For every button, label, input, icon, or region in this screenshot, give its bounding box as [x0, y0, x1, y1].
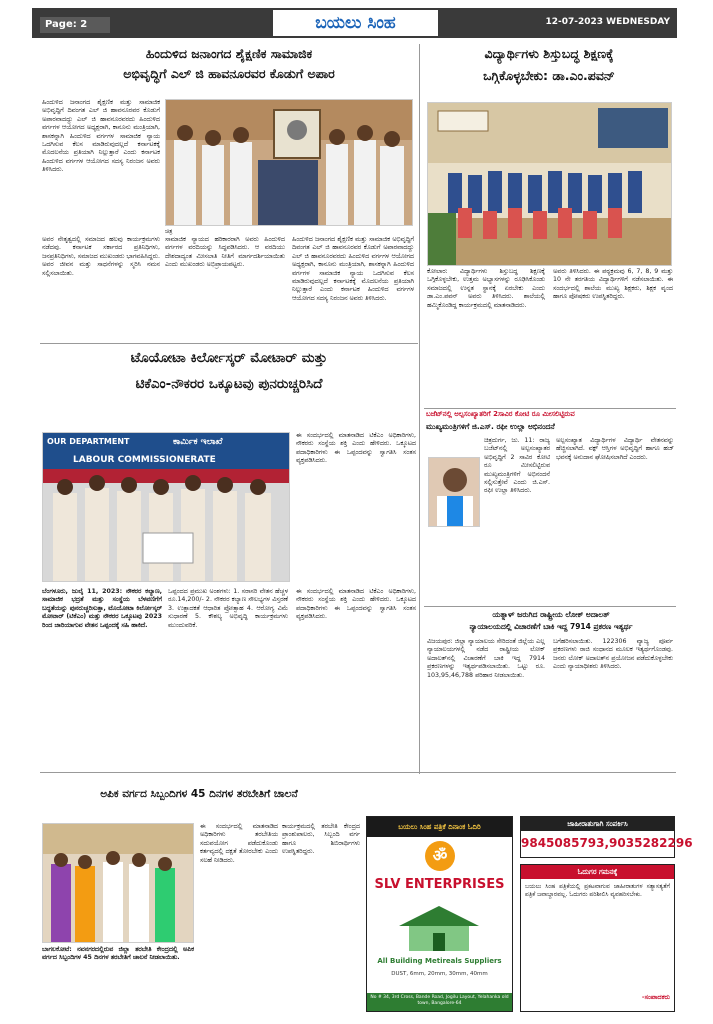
story3-text-col2: ಒಪ್ಪಂದದ ಪ್ರಮುಖ ಅಂಶಗಳು: 1. ಸರಾಸರಿ ವೇತನ ಹೆಚ್ಚಳ ರೂ.14,200/- 2. ನೌಕರರ ಕಲ್ಯಾಣ ಸೌಲಭ್ಯಗಳ ವಿಸ್ತರಣೆ 3. ಉತ್ಪಾದಕತೆ ಆಧಾರಿತ ಪ್ರೋತ್ಸಾಹ 4. ಆರೋಗ್ಯ ವಿಮೆ ಸುಧಾರಣೆ 5. ಕೌಶಲ್ಯ ಅಭಿವೃದ್ಧಿ ಕಾರ್ಯಕ್ರಮಗಳು ಮುಂದುವರಿಕೆ. [168, 588, 288, 629]
story6-headline: ಅಪಿಕ ವರ್ಗದ ಸಿಬ್ಬಂದಿಗಳ 45 ದಿನಗಳ ತರಬೇತಿಗೆ ಚಾಲನೆ [100, 788, 298, 800]
ad-tagline: All Building Metireals Suppliers [377, 957, 502, 965]
story3-photo-banner-main: LABOUR COMMISSIONERATE [73, 455, 216, 465]
story3-text-col3: ಈ ಸಂದರ್ಭದಲ್ಲಿ ಮಾತನಾಡಿದ ಟಿಕೆಎಂ ಅಧಿಕಾರಿಗಳು, ನೌಕರರು ಸಂಸ್ಥೆಯ ಶಕ್ತಿ ಎಂದು ಹೇಳಿದರು. ಒಕ್ಕೂಟದ ಪದಾಧಿಕಾರಿಗಳು ಈ ಒಪ್ಪಂದವನ್ನು ಸ್ವಾಗತಿಸಿ ಸಂತಸ ವ್ಯಕ್ತಪಡಿಸಿದರು. [296, 588, 416, 621]
story3-headline-line1: ಟೊಯೋಟಾ ಕಿರ್ಲೋಸ್ಕರ್ ಮೋಟಾರ್ ಮತ್ತು [130, 350, 328, 366]
notice-text: ಬಯಲು ಸಿಂಹ ಪತ್ರಿಕೆಯಲ್ಲಿ ಪ್ರಕಟವಾಗುವ ಜಾಹೀರಾತುಗಳ ಸತ್ಯಾಸತ್ಯತೆಗೆ ಪತ್ರಿಕೆ ಜವಾಬ್ದಾರವಲ್ಲ. ಓದುಗರು ಪರಿಶೀಲಿಸಿ ವ್ಯವಹರಿಸಬೇಕು. [525, 883, 670, 899]
story4-portrait [428, 457, 480, 527]
ad-om-icon: ॐ [425, 841, 455, 871]
date-line: 12-07-2023 WEDNESDAY [545, 17, 670, 27]
story3-text-col-right: ಈ ಸಂದರ್ಭದಲ್ಲಿ ಮಾತನಾಡಿದ ಟಿಕೆಎಂ ಅಧಿಕಾರಿಗಳು, ನೌಕರರು ಸಂಸ್ಥೆಯ ಶಕ್ತಿ ಎಂದು ಹೇಳಿದರು. ಒಕ್ಕೂಟದ ಪದಾಧಿಕಾರಿಗಳು ಈ ಒಪ್ಪಂದವನ್ನು ಸ್ವಾಗತಿಸಿ ಸಂತಸ ವ್ಯಕ್ತಪಡಿಸಿದರು. [296, 432, 416, 465]
story3-photo-banner-kannada: ಕಾರ್ಮಿಕ ಇಲಾಖೆ [173, 437, 223, 447]
story1-text-col2: ಅವರ ನೇತೃತ್ವದಲ್ಲಿ ಸಮಾಜದ ಹಲವು ಕಾರ್ಯಕ್ರಮಗಳು ನಡೆದವು. ಕರ್ನಾಟಕ ಸರ್ಕಾರದ ಪ್ರತಿನಿಧಿಗಳು, ಜನಪ್ರತಿನಿಧಿಗಳು, ಸಮಾಜದ ಮುಖಂಡರು ಭಾಗವಹಿಸಿದ್ದರು. ಅವರ ಜೀವನ ಮತ್ತು ಸಾಧನೆಗಳನ್ನು ಸ್ಮರಿಸಿ ನಮನ ಸಲ್ಲಿಸಲಾಯಿತು. [42, 236, 160, 277]
story4-text-col1: ಚಿತ್ರದುರ್ಗ, ಜು. 11: ರಾಜ್ಯ ಬಜೆಟ್‌ನಲ್ಲಿ ಅಲ್ಪಸಂಖ್ಯಾತರ ಅಭಿವೃದ್ಧಿಗೆ 2 ಸಾವಿರ ಕೋಟಿ ರೂ ಮೀಸಲಿಟ್ಟಿರುವ ಮುಖ್ಯಮಂತ್ರಿಗಳಿಗೆ ಅಭಿನಂದನೆ ಸಲ್ಲಿಸುತ್ತೇವೆ ಎಂದು ಜಿ.ಎಸ್. ರಫೀ ಉಲ್ಲಾ ತಿಳಿಸಿದರು. [484, 437, 550, 495]
column-divider [419, 44, 420, 774]
story3-photo-banner-left: OUR DEPARTMENT [47, 437, 130, 446]
notice-signature: -ಸಂಪಾದಕರು [641, 993, 670, 1001]
story6-text-col3: ಕಾರ್ಯಕ್ರಮದಲ್ಲಿ ತರಬೇತಿ ಕೇಂದ್ರದ ಪ್ರಾಂಶುಪಾಲರು, ಸಿಬ್ಬಂದಿ ವರ್ಗ ಹಾಗೂ ಶಿಬಿರಾರ್ಥಿಗಳು ಉಪಸ್ಥಿತರಿದ್ದರು. [282, 823, 360, 856]
story3-text-col1: ಬೆಂಗಳೂರು, ಜುಲೈ 11, 2023: ನೌಕರರ ಕಲ್ಯಾಣ, ಸಾಮಾಜಿಕ ಭದ್ರತೆ ಮತ್ತು ಸಂಸ್ಥೆಯ ಬೆಳವಣಿಗೆಗೆ ಬದ್ಧತೆಯನ್ನು ಪುನರುಚ್ಚರಿಸುತ್ತಾ, ಟೊಯೋಟಾ ಕಿರ್ಲೋಸ್ಕರ್ ಮೋಟಾರ್ (ಟಿಕೆಎಂ) ಮತ್ತು ನೌಕರರ ಒಕ್ಕೂಟವು 2023 ರಿಂದ ಜಾರಿಯಾಗುವ ವೇತನ ಒಪ್ಪಂದಕ್ಕೆ ಸಹಿ ಹಾಕಿದೆ. [42, 588, 162, 629]
story2-text-col1: ಕೋಲಾರ: ವಿದ್ಯಾರ್ಥಿಗಳು ಶಿಸ್ತುಬದ್ಧ ಶಿಕ್ಷಣಕ್ಕೆ ಒಗ್ಗಿಕೊಳ್ಳಬೇಕು, ಉತ್ತಮ ಅಭ್ಯಾಸಗಳನ್ನು ರೂಢಿಸಿಕೊಂಡು ಸಮಾಜದಲ್ಲಿ ಉನ್ನತ ಸ್ಥಾನಕ್ಕೆ ಏರಬೇಕು ಎಂದು ಡಾ.ಎಂ.ಪವನ್ ಅವರು ತಿಳಿಸಿದರು. ಶಾಲೆಯಲ್ಲಿ ಹಮ್ಮಿಕೊಂಡಿದ್ದ ಕಾರ್ಯಕ್ರಮದಲ್ಲಿ ಮಾತನಾಡಿದರು. [427, 268, 545, 309]
story1-photo-caption: ಚಿತ್ರ [165, 228, 173, 235]
story3-headline-line2: ಟಿಕೆಎಂ-ನೌಕರರ ಒಕ್ಕೂಟವು ಪುನರುಚ್ಚರಿಸಿದೆ [135, 376, 323, 392]
story2-photo [427, 102, 672, 266]
story1-text-col1: ಹಿಂದುಳಿದ ಜನಾಂಗದ ಶೈಕ್ಷಣಿಕ ಮತ್ತು ಸಾಮಾಜಿಕ ಅಭಿವೃದ್ಧಿಗೆ ದಿವಂಗತ ಎಲ್ ಜಿ ಹಾವನೂರವರ ಕೊಡುಗೆ ಅಪಾರವಾದದ್ದು ಎಲ್ ಜಿ ಹಾವನೂರವರದು ಹಿಂದುಳಿದ ವರ್ಗಗಳ ಆಯೋಗದ ಅಧ್ಯಕ್ಷರಾಗಿ, ಕಾನೂನು ಮಂತ್ರಿಯಾಗಿ, ಶಾಸಕನ್ನಾಗಿ ಹಿಂದುಳಿದ ವರ್ಗಗಳ ಸಾಮಾಜಿಕ ನ್ಯಾಯ ಒದಗಿಸುವ ಕೆಲಸ ಮಾಡಿರುವುದಲ್ಲದೆ ಕರ್ನಾಟಕಕ್ಕೆ ಮೊದಲನೆಯ ಪ್ರತಿಯಾಗಿ ನಿಲ್ಲುತ್ತಾರೆ ಎಂದು ಕರ್ನಾಟಕ ಹಿಂದುಳಿದ ವರ್ಗಗಳ ಆಯೋಗದ ಸದಸ್ಯ ನಿರಂಜನ ಅವರು ತಿಳಿಸಿದರು. [42, 99, 160, 174]
section-divider [40, 343, 418, 344]
story2-headline-line1: ವಿದ್ಯಾರ್ಥಿಗಳು ಶಿಸ್ತುಬದ್ಧ ಶಿಕ್ಷಣಕ್ಕೆ [484, 46, 614, 61]
story6-text-col1: ಬಾಗಲಕೋಟೆ: ನವನಗರದಲ್ಲಿರುವ ಜಿಲ್ಲಾ ತರಬೇತಿ ಕೇಂದ್ರದಲ್ಲಿ ಅಪಿಕ ವರ್ಗದ ಸಿಬ್ಬಂದಿಗಳ 45 ದಿನಗಳ ತರಬೇತಿಗೆ ಚಾಲನೆ ನೀಡಲಾಯಿತು. [42, 946, 194, 962]
story1-photo [165, 99, 413, 226]
slv-enterprises-ad [366, 816, 513, 1012]
story1-text-col3: ಸಾಮಾಜಿಕ ನ್ಯಾಯದ ಹರಿಕಾರರಾಗಿ ಅವರು ಹಿಂದುಳಿದ ವರ್ಗಗಳ ವರದಿಯನ್ನು ಸಿದ್ಧಪಡಿಸಿದರು. ಆ ವರದಿಯು ದೇಶದಾದ್ಯಂತ ಮೀಸಲಾತಿ ನೀತಿಗೆ ಮಾರ್ಗದರ್ಶಿಯಾಯಿತು ಎಂದು ಮುಖಂಡರು ಅಭಿಪ್ರಾಯಪಟ್ಟರು. [165, 236, 285, 269]
story4-text-col2: ಅಲ್ಪಸಂಖ್ಯಾತ ವಿದ್ಯಾರ್ಥಿಗಳ ವಿದ್ಯಾರ್ಥಿ ವೇತನವನ್ನು ಹೆಚ್ಚಿಸಲಾಗಿದೆ. ವಕ್ಫ್ ಆಸ್ತಿಗಳ ಅಭಿವೃದ್ಧಿಗೆ ಹಾಗೂ ಹಜ್ ಭವನಕ್ಕೆ ಅನುದಾನ ಘೋಷಿಸಲಾಗಿದೆ ಎಂದರು. [556, 437, 674, 461]
story5-text-col2: ಬಗೆಹರಿಸಲಾಯಿತು. 122306 ವ್ಯಾಜ್ಯ ಪೂರ್ವ ಪ್ರಕರಣಗಳು ರಾಜಿ ಸಂಧಾನದ ಮೂಲಕ ಇತ್ಯರ್ಥಗೊಂಡವು. ಜನರು ಲೋಕ್ ಅದಾಲತ್‌ನ ಪ್ರಯೋಜನ ಪಡೆದುಕೊಳ್ಳಬೇಕು ಎಂದು ನ್ಯಾಯಾಧೀಶರು ತಿಳಿಸಿದರು. [553, 638, 673, 671]
story4-headline: ಬಜೆಟ್‌ನಲ್ಲಿ ಅಲ್ಪಸಂಖ್ಯಾತರಿಗೆ 2ಸಾವಿರ ಕೋಟಿ ರೂ ಮೀಸಲಿಟ್ಟಿರುವ [426, 410, 575, 418]
notice-title: ಓದುಗರ ಗಮನಕ್ಕೆ [521, 865, 674, 879]
advertising-contact-box [520, 816, 693, 858]
story6-photo [42, 823, 194, 943]
story3-photo [42, 432, 290, 582]
section-divider [424, 606, 676, 607]
ad-top-banner: ಬಯಲು ಸಿಂಹ ಪತ್ರಿಕೆ ದಿನಾಂಕ ಓದಿರಿ [367, 817, 512, 837]
story1-headline-line1: ಹಿಂದುಳಿದ ಜನಾಂಗದ ಶೈಕ್ಷಣಿಕ ಸಾಮಾಜಿಕ [145, 46, 313, 61]
readers-notice-box [520, 864, 675, 1012]
newspaper-name: ಬಯಲು ಸಿಂಹ [273, 10, 438, 36]
story4-subhead: ಮುಖ್ಯಮಂತ್ರಿಗಳಿಗೆ ಜಿ.ಎಸ್. ರಫೀ ಉಲ್ಲಾ ಅಭಿನಂದನೆ [426, 422, 555, 431]
story5-subhead: ನ್ಯಾಯಾಲಯದಲ್ಲಿ ವಿಚಾರಣೆಗೆ ಬಾಕಿ ಇದ್ದ 7914 ಪ್ರಕರಣ ಇತ್ಯರ್ಥ [469, 622, 633, 631]
story6-text-col2: ಈ ಸಂದರ್ಭದಲ್ಲಿ ಮಾತನಾಡಿದ ಅಧಿಕಾರಿಗಳು ತರಬೇತಿಯ ಸದುಪಯೋಗ ಪಡೆದುಕೊಂಡು ಕರ್ತವ್ಯದಲ್ಲಿ ದಕ್ಷತೆ ತೋರಬೇಕು ಎಂದು ಸಲಹೆ ನೀಡಿದರು. [200, 823, 278, 864]
story1-text-col4: ಹಿಂದುಳಿದ ಜನಾಂಗದ ಶೈಕ್ಷಣಿಕ ಮತ್ತು ಸಾಮಾಜಿಕ ಅಭಿವೃದ್ಧಿಗೆ ದಿವಂಗತ ಎಲ್ ಜಿ ಹಾವನೂರವರ ಕೊಡುಗೆ ಅಪಾರವಾದದ್ದು ಎಲ್ ಜಿ ಹಾವನೂರವರದು ಹಿಂದುಳಿದ ವರ್ಗಗಳ ಆಯೋಗದ ಅಧ್ಯಕ್ಷರಾಗಿ, ಕಾನೂನು ಮಂತ್ರಿಯಾಗಿ, ಶಾಸಕನ್ನಾಗಿ ಹಿಂದುಳಿದ ವರ್ಗಗಳ ಸಾಮಾಜಿಕ ನ್ಯಾಯ ಒದಗಿಸುವ ಕೆಲಸ ಮಾಡಿರುವುದಲ್ಲದೆ ಕರ್ನಾಟಕಕ್ಕೆ ಮೊದಲನೆಯ ಪ್ರತಿಯಾಗಿ ನಿಲ್ಲುತ್ತಾರೆ ಎಂದು ಕರ್ನಾಟಕ ಹಿಂದುಳಿದ ವರ್ಗಗಳ ಆಯೋಗದ ಸದಸ್ಯ ನಿರಂಜನ ಅವರು ತಿಳಿಸಿದರು. [292, 236, 414, 302]
section-divider [424, 408, 676, 409]
ad-company-name: SLV ENTERPRISES [374, 877, 505, 892]
ad-building-icon [389, 901, 489, 951]
page-number-label: Page: 2 [40, 17, 110, 33]
story1-headline-line2: ಅಭಿವೃದ್ಧಿಗೆ ಎಲ್ ಜಿ ಹಾವನೂರವರ ಕೊಡುಗೆ ಅಪಾರ [123, 66, 335, 81]
ad-details: DUST, 6mm, 20mm, 30mm, 40mm [391, 971, 488, 977]
story2-text-col2: ಅವರು ತಿಳಿಸಿದರು. ಈ ಪಠ್ಯಕ್ರಮವು 6, 7, 8, 9 ಮತ್ತು 10 ನೇ ತರಗತಿಯ ವಿದ್ಯಾರ್ಥಿಗಳಿಗೆ ನಡೆಸಲಾಯಿತು. ಈ ಸಂದರ್ಭದಲ್ಲಿ ಶಾಲೆಯ ಮುಖ್ಯ ಶಿಕ್ಷಕರು, ಶಿಕ್ಷಕ ವೃಂದ ಹಾಗೂ ಪೋಷಕರು ಉಪಸ್ಥಿತರಿದ್ದರು. [553, 268, 673, 301]
story5-text-col1: ವಿಜಯಪುರ: ಜಿಲ್ಲಾ ನ್ಯಾಯಾಲಯ ಸೇರಿದಂತೆ ಜಿಲ್ಲೆಯ ಎಲ್ಲ ನ್ಯಾಯಾಲಯಗಳಲ್ಲಿ ನಡೆದ ರಾಷ್ಟ್ರೀಯ ಲೋಕ್ ಅದಾಲತ್‌ನಲ್ಲಿ ವಿಚಾರಣೆಗೆ ಬಾಕಿ ಇದ್ದ 7914 ಪ್ರಕರಣಗಳನ್ನು ಇತ್ಯರ್ಥಪಡಿಸಲಾಯಿತು. ಒಟ್ಟು ರೂ. 103,95,46,788 ಪರಿಹಾರ ನೀಡಲಾಯಿತು. [427, 638, 545, 679]
ad-address: No # 34, 3rd Cross, Bande Road, Jogilu Layout, Yelahanka old town, Bangalore-64 [367, 993, 512, 1011]
contact-heading: ಜಾಹೀರಾತುಗಾಗಿ ಸಂಪರ್ಕಿಸಿ [521, 817, 674, 831]
story2-headline-line2: ಒಗ್ಗಿಕೊಳ್ಳಬೇಕು: ಡಾ.ಎಂ.ಪವನ್ [483, 68, 615, 83]
contact-phone-numbers: 9845085793,9035282296 [521, 836, 693, 850]
section-divider [40, 772, 676, 773]
story5-headline: ಯತ್ನಾಳ್ ಜರುಗಿದ ರಾಷ್ಟ್ರೀಯ ಲೋಕ್ ಅದಾಲತ್ [492, 610, 610, 619]
